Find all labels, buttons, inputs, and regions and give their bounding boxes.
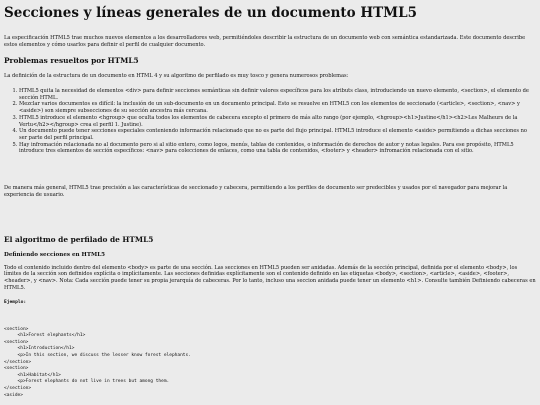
list-item: 3. HTML5 introduce el elemento <hgroup> que oculta todos los elementos de cabecera excepto el primero de más alto rango (por ejemplo, <hgroup><h1>Justine</h1><h2>Les Malheurs de la Vertu</h2></hgroup> crea el perfil 1. Justine). — [19, 115, 536, 128]
page-title: Secciones y líneas generales de un documento HTML5 — [4, 5, 417, 21]
problems-list — [4, 88, 536, 155]
list-item: 4. Un documento puede tener secciones especiales conteniendo información relacionado que no es parte del flujo principal. HTML5 introduce el elemento <aside> permitiendo a dichas secciones no ser parte del perfil principal. — [19, 128, 536, 141]
list-item: 1. HTML5 quita la necesidad de elementos <div> para definir secciones semánticas sin definir valores específicos para los atributs class, introduciendo un nuevo elemento, <section>, el elemento de sección HTML. — [19, 88, 536, 101]
list-item: 2. Mezclar varios documentos es difícil: la inclusión de un sub-documento en un documento principal. Esto se resuelve en HTML5 con los elementos de seccionado (<article>, <section>, <nav> y <aside>) son siempre subsecciones de su sección ancestra más cercana. — [19, 101, 536, 114]
intro-paragraph: La especificación HTML5 trae muchos nuevos elementos a los desarrolladores web, permitiéndoles describir la estructura de un documento web con semántica estandarizada. Este documento describe estos elementos y cómo usarlos para definir el perfil de cualquier documento. — [4, 34, 526, 48]
problems-closing: De manera más general, HTML5 trae precisión a las características de seccionado y cabecera, permitiendo a los perfiles de documento ser predecibles y usados por el navegador para mejorar la experiencia de usuario. — [4, 185, 508, 198]
code-example: <section> <h1>Forest elephants</h1> <section> <h1>Introduction</h1> <p>In this section, we discuss the lesser know forest elephants. </section> <section> <h1>Habitat</h1> <p>Forest elephants do not live in trees but among them. </section> <aside> — [4, 326, 191, 398]
problems-lead: La definición de la estructura de un documento en HTML 4 y su algoritmo de perfilado es muy tosco y genera numerosos problemas: — [4, 73, 349, 80]
section-heading-problems: Problemas resueltos por HTML5 — [4, 56, 139, 66]
subsection-heading-defining: Definiendo secciones en HTML5 — [4, 251, 106, 258]
section-heading-algorithm: El algoritmo de perfilado de HTML5 — [4, 234, 154, 244]
defining-paragraph: Todo el contenido incluido dentro del elemento <body> es parte de una sección. Las secciones en HTML5 pueden ser anidadas. Además de la sección principal, definida por el elemento <body>, los límites de la sección son definidos explícita o implícitamente. Las secciones definidas explícitamente son el contenido definido en las etiquetas <body>, <section>, <article>, <aside>, <footer>, <header>, y <nav>. Nota: Cada sección puede tener su propia jerarquía de cabeceras. Por lo tanto, incluso una seccion anidada puede tener un elemento <h1>. Consulte también Definiendo cabeceras en HTML5. — [4, 264, 536, 291]
list-item: 5. Hay infromación relacionada no al documento pero si al sitio entero, como logos, menús, tablas de contenidos, o información de derechos de autor y notas legales. Para ese propósito, HTML5 introduce tres elementos de sección específicos: <nav> para colecciones de enlaces, como una tabla de contenidos, <footer> y <header> infromación relacionada con el sitio. — [19, 142, 536, 155]
example-label: Ejemplo: — [4, 299, 27, 305]
